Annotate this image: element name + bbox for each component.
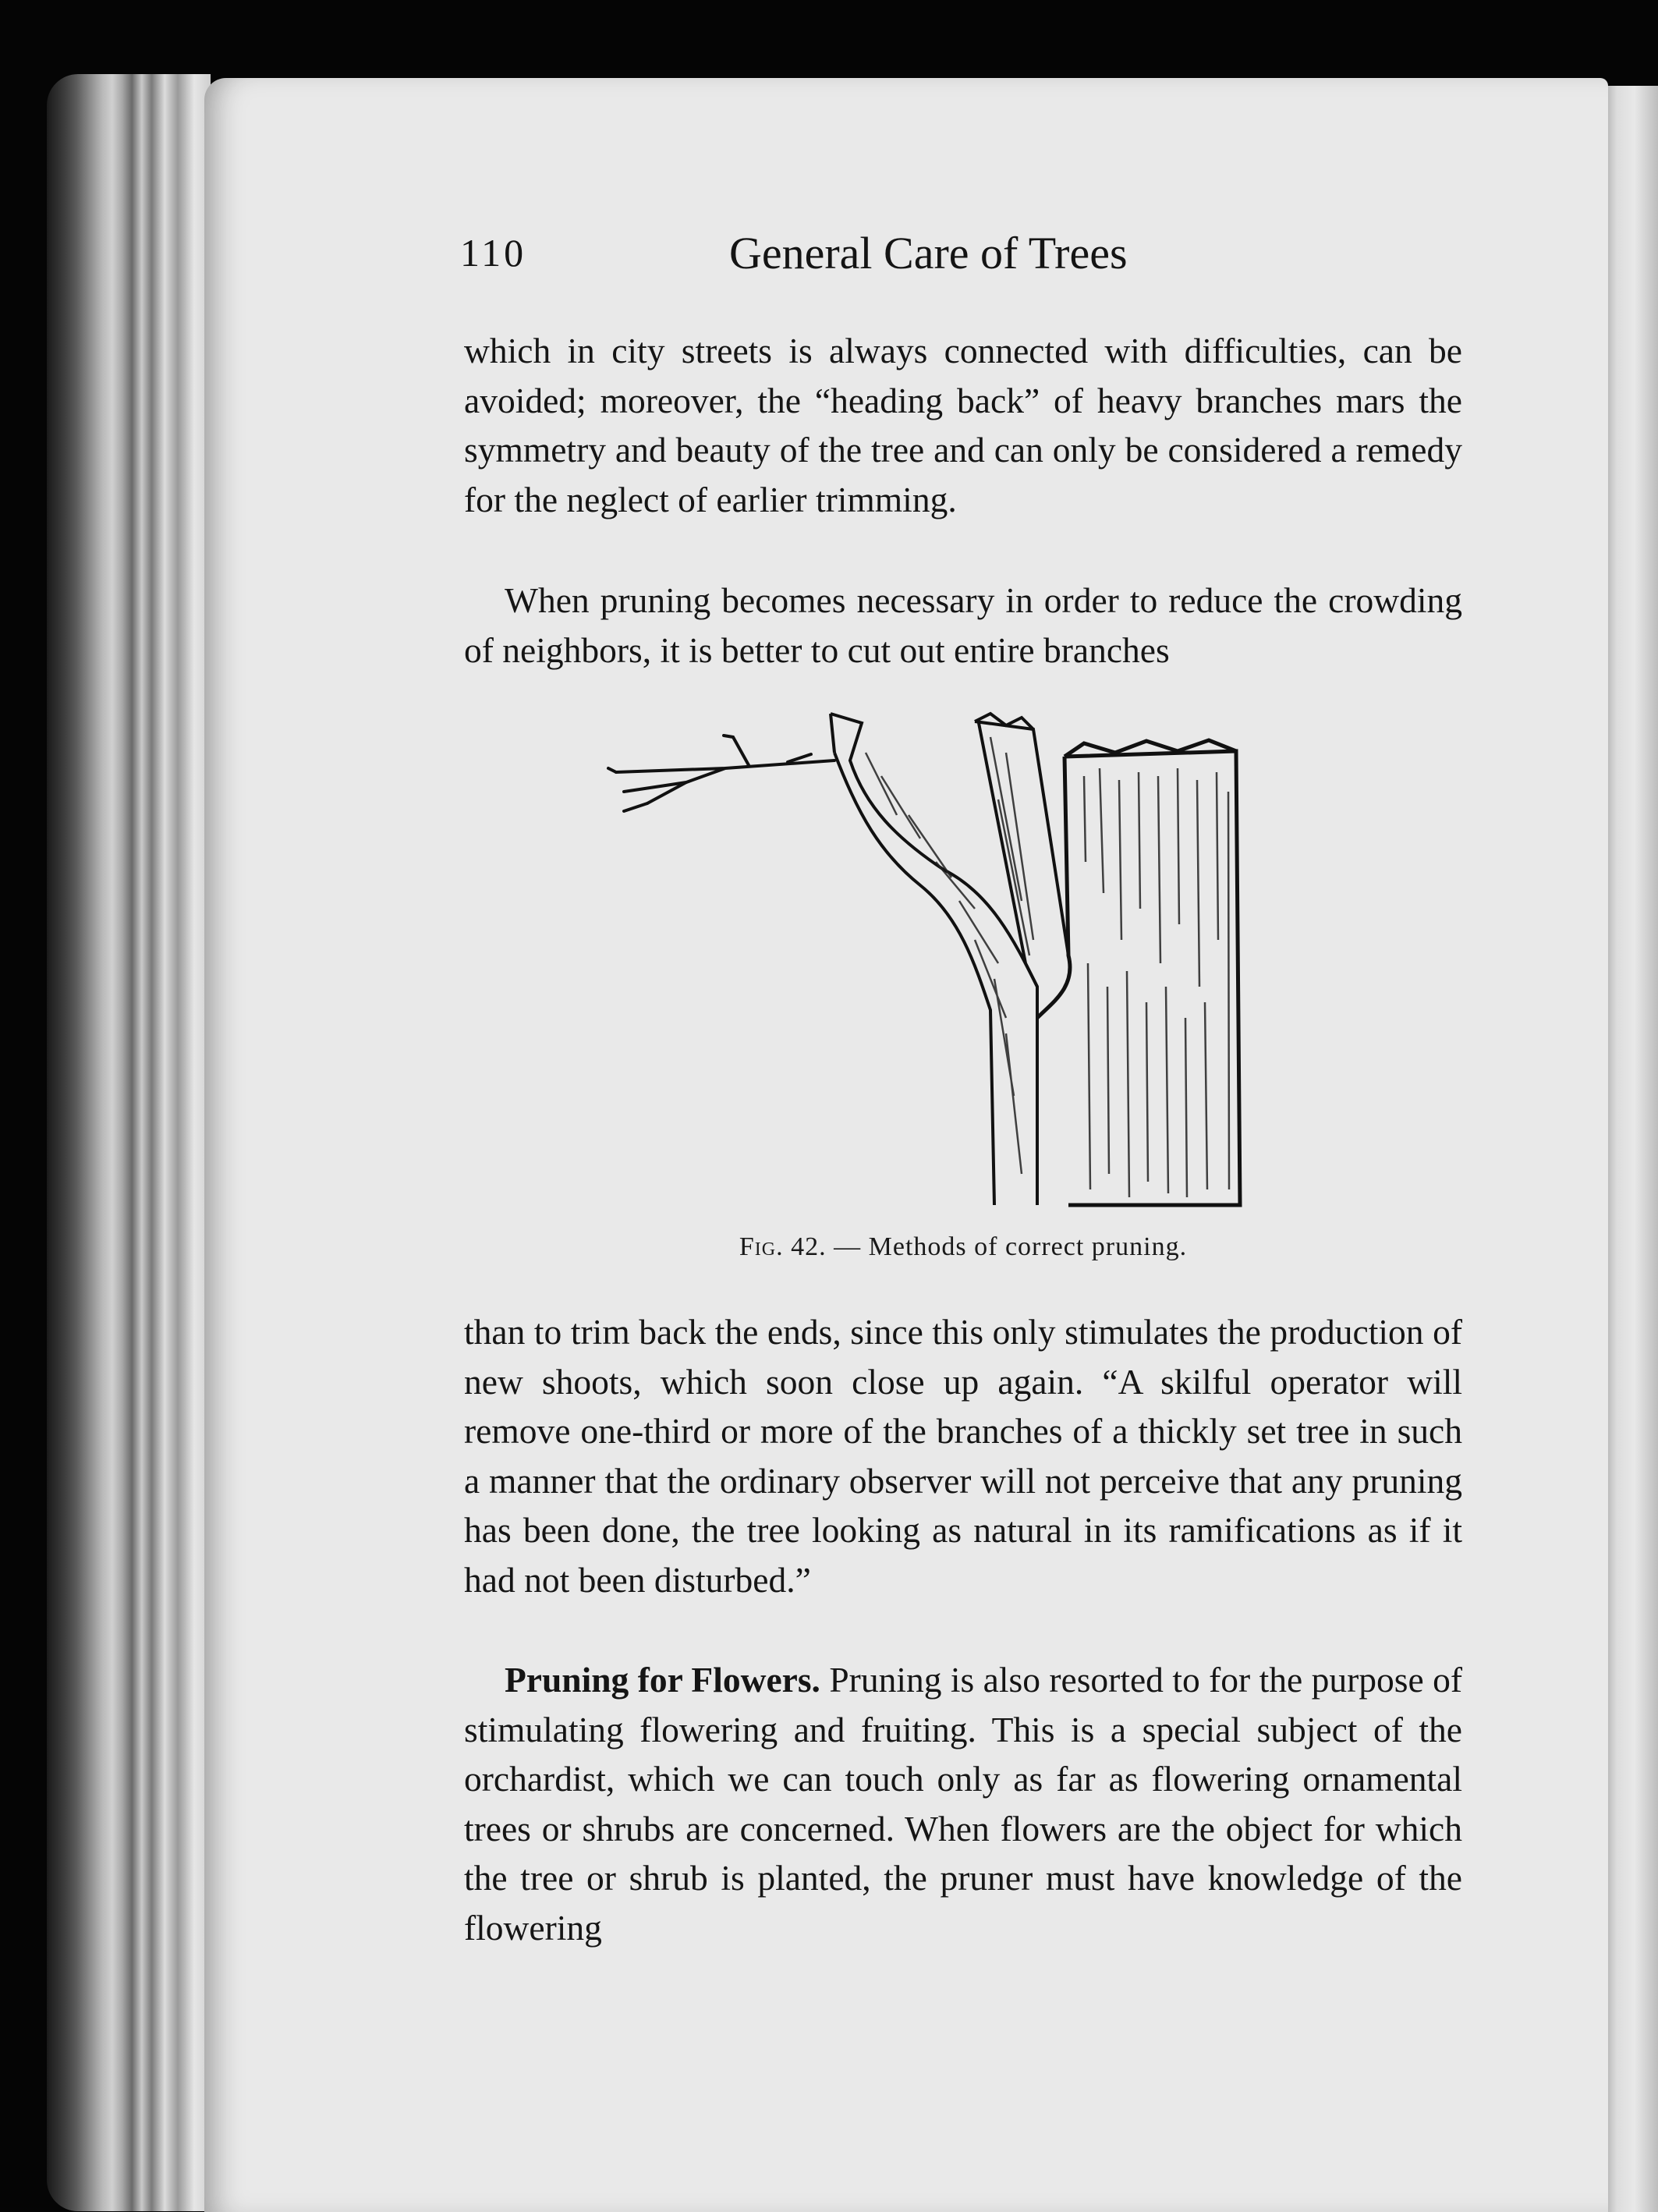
pruning-illustration bbox=[600, 706, 1326, 1221]
figure-label: Fig. 42. bbox=[739, 1232, 827, 1261]
paragraph-4-body: Pruning is also resorted to for the purpose of stimulating flowering and fruiting. This is a special subject of the orchardist, which we can touch only as far as flowering ornamental trees or shrubs are concerned. When flowers are the object for which the tree or shrub is planted, the pruner must have knowledge of the flowering bbox=[464, 1660, 1462, 1948]
cut-branch-illustration bbox=[831, 714, 1037, 1205]
page-header bbox=[460, 230, 1466, 292]
paragraph-1: which in city streets is always connected with difficulties, can be avoided; moreover, the “heading back” of heavy branches mars the symmetry and beauty of the tree and can only be considered a remedy for the neglect of earlier trimming. bbox=[464, 331, 1462, 519]
running-title: General Care of Trees bbox=[729, 228, 1128, 278]
twig-illustration bbox=[608, 736, 834, 811]
figure-caption bbox=[460, 1232, 1466, 1262]
paragraph-3: than to trim back the ends, since this only stimulates the production of new shoots, which soon close up again. “A skilful operator will remove one-third or more of the branches of a thickly set tree in such a manner that the ordinary observer will not perceive that any pruning has been done, the tree looking as natural in its ramifications as if it had not been disturbed.” bbox=[464, 1312, 1462, 1600]
paragraph-4 bbox=[464, 1655, 1462, 1952]
figure-caption-text: — Methods of correct pruning. bbox=[826, 1232, 1188, 1261]
section-lead-in: Pruning for Flowers. bbox=[505, 1660, 820, 1700]
bark-texture bbox=[866, 737, 1229, 1197]
paragraph-2: When pruning becomes necessary in order to reduce the crowding of neighbors, it is better to cut out entire branches bbox=[464, 580, 1462, 670]
page-number: 110 bbox=[460, 231, 527, 275]
left-stem-illustration bbox=[975, 714, 1068, 987]
book-page-edges bbox=[47, 74, 211, 2211]
